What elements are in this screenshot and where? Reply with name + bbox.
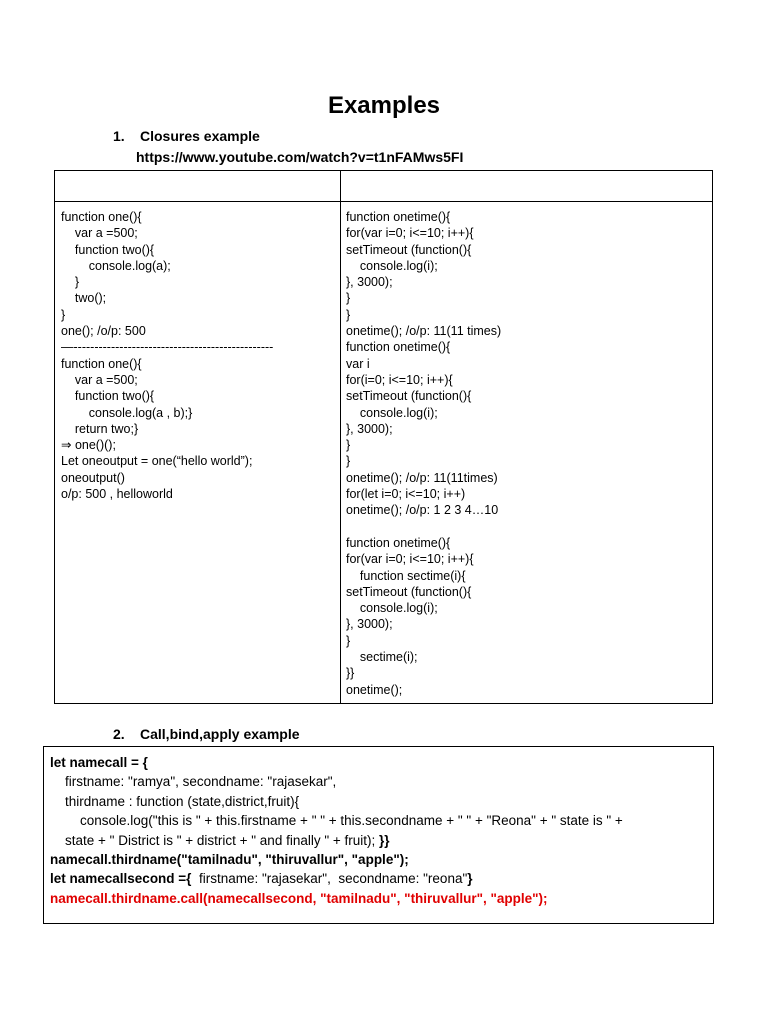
column-divider <box>340 171 341 703</box>
section2-number: 2. <box>113 726 125 742</box>
code-line: setTimeout (function(){ <box>346 389 472 404</box>
youtube-link[interactable]: https://www.youtube.com/watch?v=t1nFAMws5FI <box>136 149 464 165</box>
code-line: two(); <box>61 291 107 306</box>
code-text-bold: let namecallsecond ={ <box>50 871 192 887</box>
code-line: oneoutput() <box>61 470 125 485</box>
code-line: function sectime(i){ <box>346 568 466 583</box>
code-line: }} <box>346 666 355 681</box>
code-line: return two;} <box>61 421 139 436</box>
code-line: let namecall = { <box>50 755 148 770</box>
code-line: var a =500; <box>61 372 138 387</box>
code-line: onetime(); <box>346 682 403 697</box>
code-line: function two(){ <box>61 389 155 404</box>
code-line: console.log("this is " + this.firstname + " " + this.secondname + " " + "Reona" + " state is " + <box>50 813 623 829</box>
code-line: } <box>346 291 351 306</box>
code-text: firstname: "rajasekar", secondname: "reona" <box>191 871 468 887</box>
code-line: } <box>346 438 351 453</box>
code-line: thirdname : function (state,district,fruit){ <box>50 793 300 809</box>
code-line: function one(){ <box>61 356 142 371</box>
code-line: for(i=0; i<=10; i++){ <box>346 372 453 387</box>
code-line: } <box>61 275 80 290</box>
code-line: var a =500; <box>61 226 138 241</box>
page-title: Examples <box>327 92 441 119</box>
code-line-highlight: namecall.thirdname.call(namecallsecond, "tamilnadu", "thiruvallur", "apple"); <box>50 890 548 906</box>
code-line: function onetime(){ <box>346 535 451 550</box>
code-line: console.log(i); <box>346 601 438 616</box>
code-line: } <box>346 633 351 648</box>
call-bind-apply-box <box>43 746 714 924</box>
code-line: one(); /o/p: 500 <box>61 324 146 339</box>
section1-heading <box>113 128 260 144</box>
code-line: } <box>346 307 351 322</box>
closures-table <box>54 170 713 704</box>
code-line: for(var i=0; i<=10; i++){ <box>346 226 474 241</box>
code-line: o/p: 500 , helloworld <box>61 487 173 502</box>
code-line: console.log(i); <box>346 405 438 420</box>
code-line: setTimeout (function(){ <box>346 242 472 257</box>
code-line <box>50 831 713 850</box>
code-line: }, 3000); <box>346 421 393 436</box>
code-line: namecall.thirdname("tamilnadu", "thiruvallur", "apple"); <box>50 852 409 868</box>
section2-title: Call,bind,apply example <box>140 726 300 742</box>
code-text-bold: }} <box>379 832 390 848</box>
code-line: firstname: "ramya", secondname: "rajasekar", <box>50 774 337 790</box>
code-line: }, 3000); <box>346 617 393 632</box>
code-line: sectime(i); <box>346 650 418 665</box>
code-text-bold: } <box>467 871 473 887</box>
left-code-block <box>61 209 273 502</box>
code-line: } <box>346 454 351 469</box>
code-line <box>50 869 713 888</box>
code-line: var i <box>346 356 370 371</box>
code-line: function two(){ <box>61 242 155 257</box>
code-line: onetime(); /o/p: 1 2 3 4…10 <box>346 503 499 518</box>
code-line: for(let i=0; i<=10; i++) <box>346 487 466 502</box>
code-line: —------------------------------------------------ <box>61 340 274 355</box>
code-line <box>346 519 501 535</box>
code-line: setTimeout (function(){ <box>346 584 472 599</box>
table-header-row <box>55 171 712 202</box>
code-line: onetime(); /o/p: 11(11times) <box>346 470 498 485</box>
code-line: } <box>61 307 66 322</box>
code-line: for(var i=0; i<=10; i++){ <box>346 552 474 567</box>
section1-title: Closures example <box>140 128 260 144</box>
code-line: console.log(a); <box>61 258 171 273</box>
code-line: console.log(i); <box>346 258 438 273</box>
code-line: ⇒ one()(); <box>61 438 116 453</box>
section2-heading <box>113 726 300 742</box>
code-line: console.log(a , b);} <box>61 405 193 420</box>
section1-number: 1. <box>113 128 125 144</box>
code-text: state + " District is " + district + " and finally " + fruit); <box>50 832 380 848</box>
code-line: function one(){ <box>61 210 142 224</box>
code-line: function onetime(){ <box>346 210 451 224</box>
right-code-block <box>346 209 501 698</box>
code-line: }, 3000); <box>346 275 393 290</box>
code-line: Let oneoutput = one(“hello world”); <box>61 454 253 469</box>
code-line: function onetime(){ <box>346 340 451 355</box>
code-line: onetime(); /o/p: 11(11 times) <box>346 324 502 339</box>
